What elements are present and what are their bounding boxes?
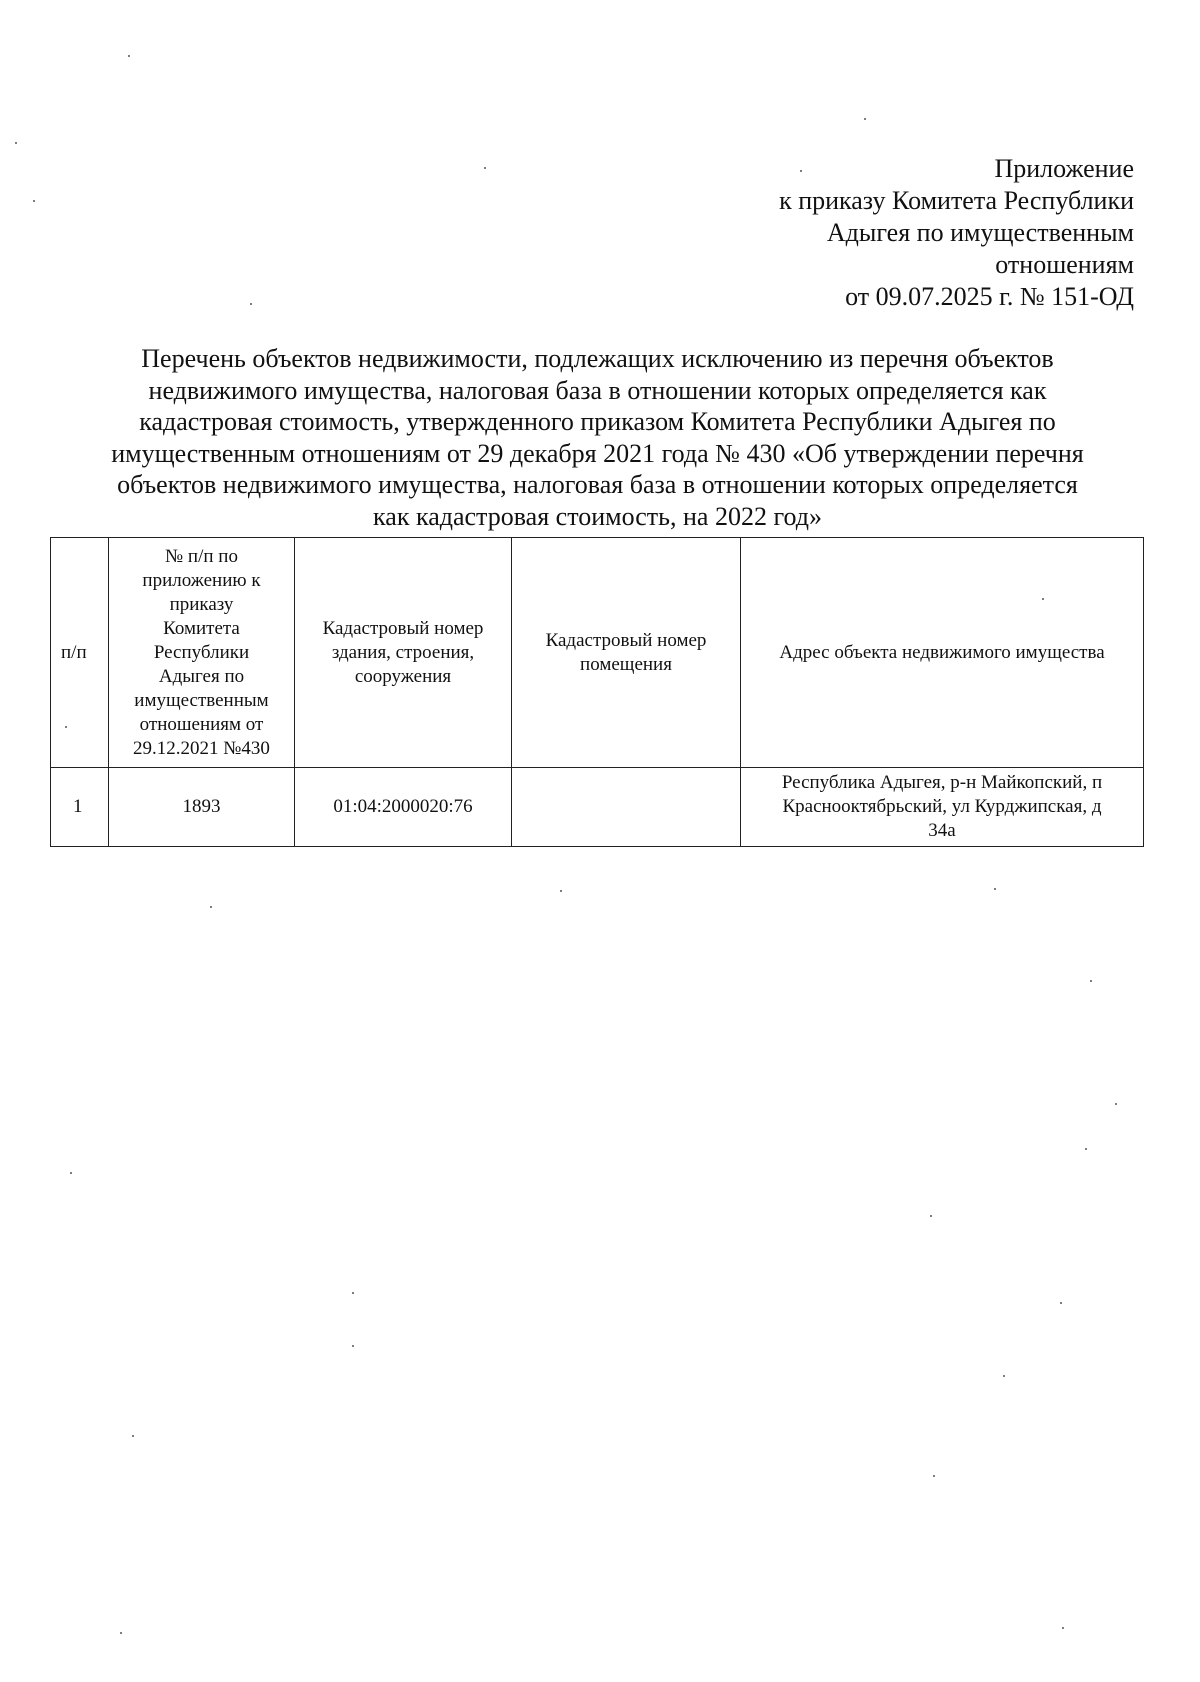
header-text-line: № п/п по (165, 545, 238, 567)
header-text-line: приложению к (142, 569, 261, 591)
scan-speck (1085, 1148, 1087, 1150)
scan-speck (120, 1632, 122, 1634)
title-line: объектов недвижимого имущества, налоговая база в отношении которых определяется (117, 470, 1078, 499)
scan-speck (128, 55, 130, 57)
header-text-line: имущественным (134, 689, 269, 711)
header-text-line: Кадастровый номер (545, 629, 707, 651)
scan-speck (1042, 598, 1044, 600)
scan-speck (933, 1475, 935, 1477)
scan-speck (352, 1345, 354, 1347)
header-text-line: здания, строения, (331, 641, 475, 663)
scan-speck (1060, 1302, 1062, 1304)
scan-speck (1003, 1375, 1005, 1377)
scan-speck (864, 118, 866, 120)
scan-speck (352, 1292, 354, 1294)
scan-speck (800, 170, 802, 172)
scan-speck (994, 888, 996, 890)
header-text-line: отношениям от (139, 713, 264, 735)
scan-speck (65, 726, 67, 728)
header-building-cadastral-number (295, 538, 512, 768)
scan-speck (132, 1435, 134, 1437)
scan-speck (250, 303, 252, 305)
header-text-line: 29.12.2021 №430 (133, 737, 270, 759)
cell-address (741, 768, 1144, 847)
header-address: Адрес объекта недвижимого имущества (741, 538, 1144, 768)
header-text-line: помещения (580, 653, 672, 675)
table-row (51, 768, 1144, 847)
cell-premises-cadastral-number (512, 768, 741, 847)
cell-building-cadastral-number: 01:04:2000020:76 (295, 768, 512, 847)
appendix-header (614, 153, 1134, 313)
appendix-header-line: отношениям (995, 250, 1134, 279)
title-line: недвижимого имущества, налоговая база в отношении которых определяется как (148, 375, 1047, 405)
scan-speck (210, 906, 212, 908)
scan-speck (1062, 1627, 1064, 1629)
address-line: Республика Адыгея, р-н Майкопский, п (781, 772, 1103, 793)
header-text-line: сооружения (354, 665, 452, 687)
header-text-line: приказу (169, 593, 234, 615)
cell-appendix-number: 1893 (109, 768, 295, 847)
scan-speck (560, 890, 562, 892)
header-appendix-number (109, 538, 295, 768)
scan-speck (33, 200, 35, 202)
scan-speck (484, 167, 486, 169)
header-text-line: Адыгея по (158, 665, 245, 687)
appendix-header-line: к приказу Комитета Республики (779, 186, 1134, 215)
scan-speck (930, 1215, 932, 1217)
header-text-line: Комитета (163, 617, 240, 639)
title-line: кадастровая стоимость, утвержденного приказом Комитета Республики Адыгея по (139, 407, 1056, 436)
title-line: имущественным отношениям от 29 декабря 2021 года № 430 «Об утверждении перечня (111, 438, 1084, 468)
document-title (60, 343, 1135, 532)
table-header-row (51, 538, 1144, 768)
scan-speck (1115, 1103, 1117, 1105)
title-line: Перечень объектов недвижимости, подлежащих исключению из перечня объектов (141, 344, 1054, 373)
address-line: Краснооктябрьский, ул Курджипская, д (782, 796, 1102, 817)
appendix-header-line: Приложение (994, 154, 1134, 183)
title-line: как кадастровая стоимость, на 2022 год» (373, 501, 822, 531)
scan-speck (70, 1172, 72, 1174)
header-row-number: п/п (51, 538, 109, 768)
scan-speck (15, 142, 17, 144)
cell-row-number: 1 (51, 768, 109, 847)
scan-speck (1090, 980, 1092, 982)
header-premises-cadastral-number (512, 538, 741, 768)
objects-table (50, 537, 1144, 847)
header-text-line: Республики (153, 641, 250, 663)
address-line: 34а (928, 820, 956, 841)
appendix-header-line: от 09.07.2025 г. № 151-ОД (845, 282, 1134, 311)
appendix-header-line: Адыгея по имущественным (826, 218, 1134, 247)
header-text-line: Кадастровый номер (322, 617, 484, 639)
